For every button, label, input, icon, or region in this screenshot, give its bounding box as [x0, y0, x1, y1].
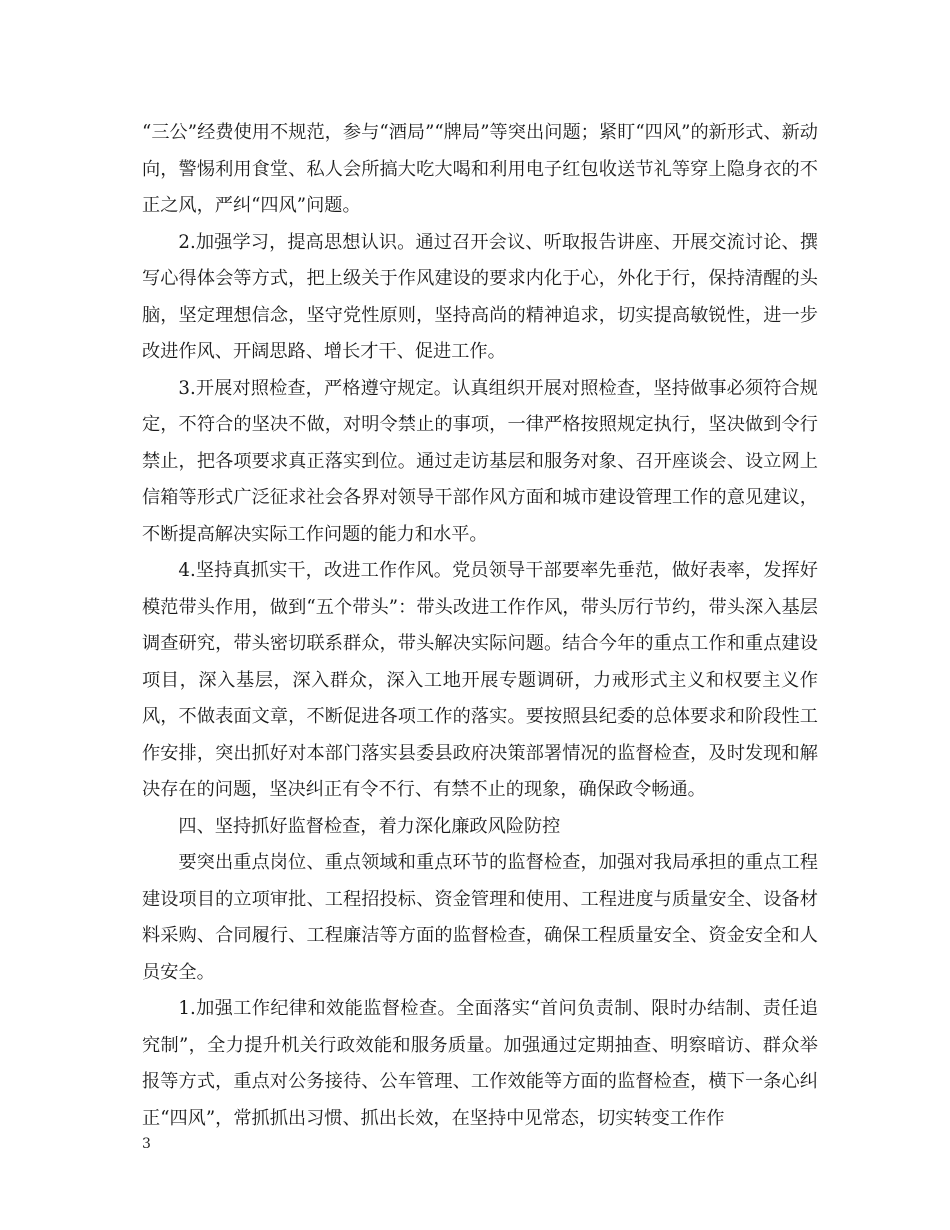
section-heading-4: 四、坚持抓好监督检查，着力深化廉政风险防控 [178, 815, 561, 837]
document-body [142, 115, 818, 1137]
paragraph-item-1: 1.加强工作纪律和效能监督检查。全面落实“首问负责制、限时办结制、责任追究制”，全力提升机关行政效能和服务质量。加强通过定期抽查、明察暗访、群众举报等方式，重点对公务接待、公车管理、工作效能等方面的监督检查，横下一条心纠正“四风”，常抓抓出习惯、抓出长效，在坚持中见常态，切实转变工作作 [142, 998, 818, 1129]
paragraph-item-2: 2.加强学习，提高思想认识。通过召开会议、听取报告讲座、开展交流讨论、撰写心得体会等方式，把上级关于作风建设的要求内化于心，外化于行，保持清醒的头脑，坚定理想信念，坚守党性原则，坚持高尚的精神追求，切实提高敏锐性，进一步改进作风、开阔思路、增长才干、促进工作。 [142, 231, 818, 362]
paragraph-section-intro: 要突出重点岗位、重点领域和重点环节的监督检查，加强对我局承担的重点工程建设项目的立项审批、工程招投标、资金管理和使用、工程进度与质量安全、设备材料采购、合同履行、工程廉洁等方面的监督检查，确保工程质量安全、资金安全和人员安全。 [142, 852, 818, 983]
page-number: 3 [142, 1136, 151, 1152]
paragraph-continued: “三公”经费使用不规范，参与“酒局”“牌局”等突出问题；紧盯“四风”的新形式、新动向，警惕利用食堂、私人会所搞大吃大喝和利用电子红包收送节礼等穿上隐身衣的不正之风，严纠“四风”问题。 [142, 122, 818, 216]
paragraph-item-3: 3.开展对照检查，严格遵守规定。认真组织开展对照检查，坚持做事必须符合规定，不符合的坚决不做，对明令禁止的事项，一律严格按照规定执行，坚决做到令行禁止，把各项要求真正落实到位。通过走访基层和服务对象、召开座谈会、设立网上信箱等形式广泛征求社会各界对领导干部作风方面和城市建设管理工作的意见建议，不断提高解决实际工作问题的能力和水平。 [142, 377, 818, 545]
paragraph-item-4: 4.坚持真抓实干，改进工作作风。党员领导干部要率先垂范，做好表率，发挥好模范带头作用，做到“五个带头”：带头改进工作作风，带头厉行节约，带头深入基层调查研究，带头密切联系群众，带头解决实际问题。结合今年的重点工作和重点建设项目，深入基层，深入群众，深入工地开展专题调研，力戒形式主义和权要主义作风，不做表面文章，不断促进各项工作的落实。要按照县纪委的总体要求和阶段性工作安排，突出抓好对本部门落实县委县政府决策部署情况的监督检查，及时发现和解决存在的问题，坚决纠正有令不行、有禁不止的现象，确保政令畅通。 [142, 560, 818, 800]
